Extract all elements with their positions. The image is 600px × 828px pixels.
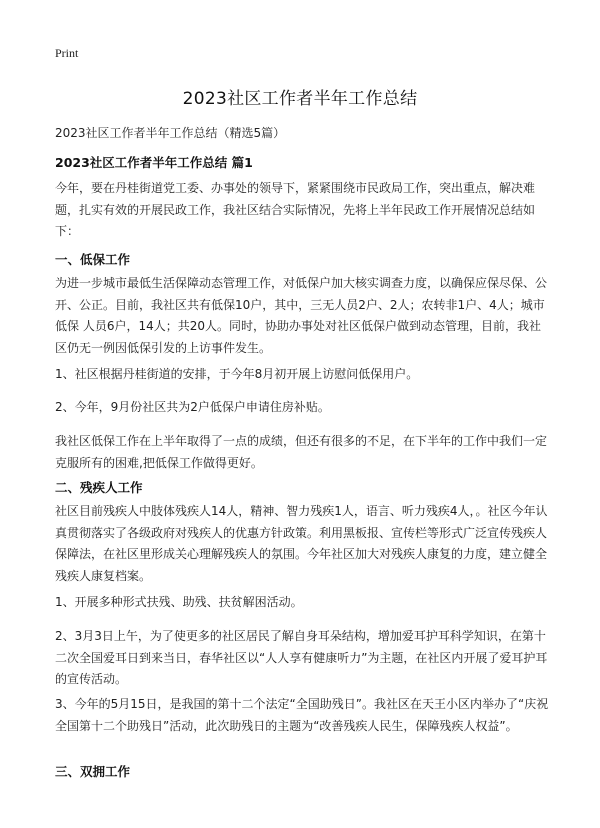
subsistence-paragraph-4: 我社区低保工作在上半年取得了一点的成绩，但还有很多的不足，在下半年的工作中我们一定克服所有的困难,把低保工作做得更好。 <box>55 434 548 470</box>
section-heading-disability: 二、残疾人工作 <box>55 480 143 495</box>
section-heading-subsistence: 一、低保工作 <box>55 252 131 267</box>
subsistence-paragraph-3: 2、今年，9月份社区共为2户低保户申请住房补贴。 <box>55 400 330 414</box>
print-label: Print <box>55 46 79 60</box>
intro-paragraph: 今年，要在丹桂街道党工委、办事处的领导下，紧紧围绕市民政局工作，突出重点，解决难题，扎实有效的开展民政工作，我社区结合实际情况，先将上半年民政工作开展情况总结如下： <box>55 181 536 238</box>
section-heading-double-support: 三、双拥工作 <box>55 764 131 779</box>
disability-paragraph-1: 社区目前残疾人中肢体残疾人14人，精神、智力残疾1人，语言、听力残疾4人，。社区今年认真贯彻落实了各级政府对残疾人的优惠方针政策。利用黑板报、宣传栏等形式广泛宣传残疾人保障法，在社区里形成关心理解残疾人的氛围。今年社区加大对残疾人康复的力度，建立健全残疾人康复档案。 <box>55 504 548 583</box>
document-title: 2023社区工作者半年工作总结 <box>182 89 418 109</box>
disability-paragraph-2: 1、开展多种形式扶残、助残、扶贫解困活动。 <box>55 595 303 609</box>
subsistence-paragraph-1: 为进一步城市最低生活保障动态管理工作，对低保户加大核实调查力度，以确保应保尽保、公开、公正。目前，我社区共有低保10户，其中，三无人员2户、2人；农转非1户、4人；城市低保 人员6户，14人；共20人。同时，协助办事处对社区低保户做到动态管理，目前，我社区仍无一例因低保引发的上访事件发生。 <box>55 276 548 355</box>
part-heading: 2023社区工作者半年工作总结 篇1 <box>55 155 253 170</box>
subsistence-paragraph-2: 1、社区根据丹桂街道的安排，于今年8月初开展上访慰问低保用户。 <box>55 367 419 381</box>
document-subtitle: 2023社区工作者半年工作总结（精选5篇） <box>55 126 286 140</box>
disability-paragraph-4: 3、今年的5月15日，是我国的第十二个法定“全国助残日”。我社区在天王小区内举办了“庆祝全国第十二个助残日”活动，此次助残日的主题为“改善残疾人民生，保障残疾人权益”。 <box>55 697 549 733</box>
disability-paragraph-3: 2、3月3日上午，为了使更多的社区居民了解自身耳朵结构，增加爱耳护耳科学知识，在第十二次全国爱耳日到来当日，春华社区以“人人享有健康听力”为主题，在社区内开展了爱耳护耳的宣传活动。 <box>55 629 548 686</box>
